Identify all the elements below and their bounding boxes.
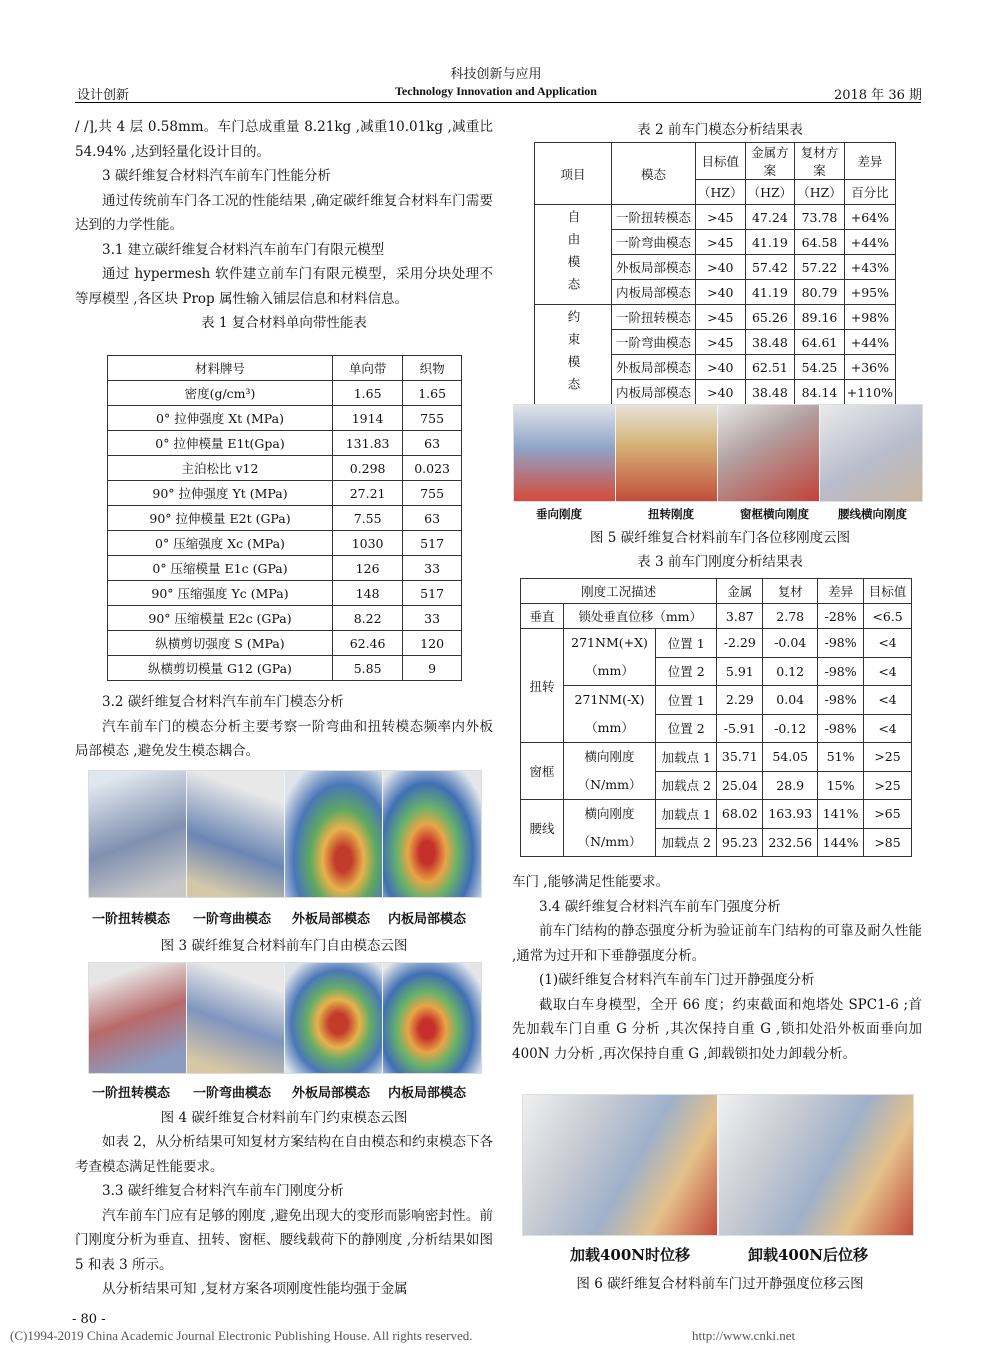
table2-caption: 表 2 前车门模态分析结果表 — [637, 122, 803, 138]
figure-label: 扭转刚度 — [648, 507, 694, 521]
figure-3-caption: 图 3 碳纤维复合材料前车门自由模态云图 — [160, 938, 408, 954]
paragraph: 汽车前车门的模态分析主要考察一阶弯曲和扭转模态频率内外板局部模态 ,避免发生模态耦合。 — [75, 718, 493, 759]
table-cell: -98% — [818, 629, 864, 658]
table-cell: 120 — [403, 631, 462, 656]
table-row — [108, 481, 462, 506]
table-cell: 纵横剪切强度 S (MPa) — [108, 631, 333, 656]
paragraph: 从分析结果可知 ,复材方案各项刚度性能均强于金属 — [102, 1281, 408, 1297]
issue-number: 2018 年 36 期 — [833, 88, 922, 103]
journal-title-en: Technology Innovation and Application — [395, 84, 597, 98]
table-cell: 1.65 — [403, 381, 462, 406]
table-row — [108, 581, 462, 606]
table-cell: 84.14 — [795, 380, 845, 405]
table-cell: 33 — [403, 606, 462, 631]
table-row — [521, 604, 912, 629]
table-cell: 1.65 — [333, 381, 403, 406]
table-header-cell: 金属方案 — [745, 143, 795, 180]
table-cell: 80.79 — [795, 280, 845, 305]
table-cell: 一阶扭转模态 — [612, 305, 696, 330]
table-cell: 7.55 — [333, 506, 403, 531]
table-cell: 517 — [403, 581, 462, 606]
table-cell: 517 — [403, 531, 462, 556]
paragraph: 通过传统前车门各工况的性能结果 ,确定碳纤维复合材料车门需要达到的力学性能。 — [75, 192, 493, 233]
cell-line: （mm） — [585, 663, 634, 678]
left-column — [75, 115, 493, 336]
table-cell: >40 — [696, 280, 746, 305]
table-cell: +44% — [844, 230, 895, 255]
table-row — [108, 656, 462, 681]
table-3 — [520, 578, 912, 857]
table-cell: 密度(g/cm³) — [108, 381, 333, 406]
table-cell: 0.12 — [763, 657, 818, 686]
paragraph: 如表 2，从分析结果可知复材方案结构在自由模态和约束模态下各考查模态满足性能要求。 — [75, 1134, 493, 1175]
table-cell: +44% — [844, 330, 895, 355]
table-cell: 加载点 2 — [656, 771, 717, 800]
cell-line: 横向刚度 — [584, 749, 635, 764]
table-header-cell: 差异 — [844, 143, 895, 180]
table-cell: 5.85 — [333, 656, 403, 681]
table-cell: 扭转 — [521, 629, 564, 743]
table-cell: <4 — [864, 657, 912, 686]
paragraph: 车门 ,能够满足性能要求。 — [512, 874, 670, 890]
table-cell: 8.22 — [333, 606, 403, 631]
table-cell: 141% — [818, 800, 864, 829]
table-cell: 38.48 — [745, 380, 795, 405]
table-cell: 位置 2 — [656, 714, 717, 743]
table-cell: 90° 压缩强度 Yc (MPa) — [108, 581, 333, 606]
table-cell: >65 — [864, 800, 912, 829]
table-cell: 0° 压缩模量 E1c (GPa) — [108, 556, 333, 581]
table-cell: 0.04 — [763, 686, 818, 715]
table-cell: 38.48 — [745, 330, 795, 355]
table-row — [521, 800, 912, 829]
table-row — [108, 556, 462, 581]
table-header-cell: 材料牌号 — [108, 356, 333, 381]
cell-line: 271NM(-X) — [574, 692, 645, 707]
paragraph: 截取白车身模型，全开 66 度；约束截面和炮塔处 SPC1-6 ;首先加载车门自重 G 分析 ,其次保持自重 G ,锁扣处沿外板面垂向加 400N 力分析 ,再次保持自重 G ,卸载锁扣处力卸载分析。 — [512, 996, 922, 1062]
table-row — [535, 305, 896, 330]
table-cell: 54.25 — [795, 355, 845, 380]
figure-5-caption: 图 5 碳纤维复合材料前车门各位移刚度云图 — [589, 530, 851, 546]
figure-label: 内板局部模态 — [388, 1086, 467, 1101]
subsection-heading: 3.2 碳纤维复合材料汽车前车门模态分析 — [102, 694, 344, 710]
table-cell: 755 — [403, 406, 462, 431]
table-cell: 9 — [403, 656, 462, 681]
table-cell: <6.5 — [864, 604, 912, 629]
table-cell: 0.298 — [333, 456, 403, 481]
table-cell: 41.19 — [745, 280, 795, 305]
table-header-row — [535, 143, 896, 180]
subsection-heading: 3.3 碳纤维复合材料汽车前车门刚度分析 — [102, 1183, 344, 1199]
copyright-text: (C)1994-2019 China Academic Journal Electronic Publishing House. All rights reserved. — [10, 1328, 473, 1343]
table-cell: 68.02 — [717, 800, 763, 829]
figure-label: 垂向刚度 — [536, 507, 582, 521]
table-cell: 65.26 — [745, 305, 795, 330]
table-cell: 加载点 1 — [656, 800, 717, 829]
table-header-cell: 织物 — [403, 356, 462, 381]
table-cell: -28% — [818, 604, 864, 629]
figure-4-image — [88, 962, 482, 1074]
table-row — [108, 431, 462, 456]
table-cell: 90° 拉伸模量 E2t (GPa) — [108, 506, 333, 531]
table-cell: <4 — [864, 686, 912, 715]
table-cell: 3.87 — [717, 604, 763, 629]
group-label: 自由模态 — [535, 205, 612, 305]
table-cell: 纵横剪切模量 G12 (GPa) — [108, 656, 333, 681]
table-header-cell: 刚度工况描述 — [521, 579, 717, 604]
table-header-cell: 复材方案 — [795, 143, 845, 180]
table-cell: 35.71 — [717, 743, 763, 772]
table-2 — [534, 142, 896, 405]
figure-label: 内板局部模态 — [388, 912, 467, 927]
table-cell: >45 — [696, 305, 746, 330]
table-cell: 63 — [403, 506, 462, 531]
paragraph: 前车门结构的静态强度分析为验证前车门结构的可靠及耐久性能 ,通常为过开和下垂静强度分析。 — [512, 923, 922, 964]
table-cell: 窗框 — [521, 743, 564, 800]
table-row — [108, 631, 462, 656]
table-cell: 2.78 — [763, 604, 818, 629]
table-cell: 755 — [403, 481, 462, 506]
table-cell: >40 — [696, 255, 746, 280]
table-cell: 27.21 — [333, 481, 403, 506]
table-cell: 一阶扭转模态 — [612, 205, 696, 230]
table-cell: 0° 拉伸强度 Xt (MPa) — [108, 406, 333, 431]
table-header-row — [108, 356, 462, 381]
table-cell: 0° 拉伸模量 E1t(Gpa) — [108, 431, 333, 456]
figure-label: 外板局部模态 — [292, 912, 371, 927]
table-cell: 0° 压缩强度 Xc (MPa) — [108, 531, 333, 556]
table-cell: 1030 — [333, 531, 403, 556]
left-column-lower — [75, 690, 493, 764]
cell-line: （N/mm） — [577, 777, 642, 792]
table-row — [108, 381, 462, 406]
paragraph: (1)碳纤维复合材料汽车前车门过开静强度分析 — [539, 972, 815, 988]
table-cell — [564, 629, 656, 686]
table3-caption: 表 3 前车门刚度分析结果表 — [637, 554, 803, 570]
table-cell: 62.51 — [745, 355, 795, 380]
table-cell: 内板局部模态 — [612, 380, 696, 405]
table-header-cell: 目标值 — [696, 143, 746, 180]
table-row — [108, 456, 462, 481]
table-cell: 28.9 — [763, 771, 818, 800]
page-number: - 80 - — [72, 1312, 106, 1327]
table-cell: 5.91 — [717, 657, 763, 686]
table-row — [108, 406, 462, 431]
cell-line: 横向刚度 — [584, 806, 635, 821]
table-cell: -98% — [818, 686, 864, 715]
table-cell: 垂直 — [521, 604, 564, 629]
cell-line: （mm） — [585, 720, 634, 735]
table-header-cell: 复材 — [763, 579, 818, 604]
table-cell: 131.83 — [333, 431, 403, 456]
table-row — [521, 629, 912, 658]
figure-3-image — [88, 770, 482, 898]
table-header-cell: （HZ） — [795, 180, 845, 205]
table-cell: 90° 压缩模量 E2c (GPa) — [108, 606, 333, 631]
header-section: 设计创新 — [77, 88, 130, 103]
table-cell: +43% — [844, 255, 895, 280]
table-cell: 57.42 — [745, 255, 795, 280]
paragraph: 汽车前车门应有足够的刚度 ,避免出现大的变形而影响密封性。前门刚度分析为垂直、扭转、窗框、腰线载荷下的静刚度 ,分析结果如图 5 和表 3 所示。 — [75, 1207, 493, 1273]
table-cell: >25 — [864, 771, 912, 800]
table-cell: 位置 1 — [656, 629, 717, 658]
group-label: 约束模态 — [535, 305, 612, 405]
table-header-cell: （HZ） — [745, 180, 795, 205]
table-cell: +110% — [844, 380, 895, 405]
table-header-cell: 差异 — [818, 579, 864, 604]
table-cell: 64.61 — [795, 330, 845, 355]
table-cell: 63 — [403, 431, 462, 456]
table-cell: -5.91 — [717, 714, 763, 743]
table-cell: >40 — [696, 380, 746, 405]
table-cell: 加载点 1 — [656, 743, 717, 772]
table-cell: <4 — [864, 714, 912, 743]
figure-label: 一阶弯曲模态 — [193, 1086, 272, 1101]
table-cell: -0.04 — [763, 629, 818, 658]
paragraph: / /],共 4 层 0.58mm。车门总成重量 8.21kg ,减重10.01kg ,减重比 54.94% ,达到轻量化设计目的。 — [75, 119, 493, 160]
table-cell: >85 — [864, 828, 912, 857]
table-cell: 41.19 — [745, 230, 795, 255]
table-cell: >45 — [696, 330, 746, 355]
table-cell: 62.46 — [333, 631, 403, 656]
left-column-bottom — [75, 1130, 493, 1302]
table-cell: 57.22 — [795, 255, 845, 280]
table-header-cell: 百分比 — [844, 180, 895, 205]
table-cell: 33 — [403, 556, 462, 581]
table-cell: 位置 1 — [656, 686, 717, 715]
table-cell: -0.12 — [763, 714, 818, 743]
table-header-cell: 目标值 — [864, 579, 912, 604]
table-cell: +64% — [844, 205, 895, 230]
table-header-cell: （HZ） — [696, 180, 746, 205]
table-cell: 54.05 — [763, 743, 818, 772]
section-heading: 3 碳纤维复合材料汽车前车门性能分析 — [102, 168, 331, 184]
table-cell: 232.56 — [763, 828, 818, 857]
table-cell — [564, 686, 656, 743]
table-cell: >45 — [696, 205, 746, 230]
figure-6-caption: 图 6 碳纤维复合材料前车门过开静强度位移云图 — [576, 1276, 864, 1292]
table-cell: 内板局部模态 — [612, 280, 696, 305]
table-cell: -98% — [818, 714, 864, 743]
table-cell: 126 — [333, 556, 403, 581]
table-cell: 148 — [333, 581, 403, 606]
figure-label: 一阶扭转模态 — [92, 912, 171, 927]
table-cell: 一阶弯曲模态 — [612, 230, 696, 255]
cnki-link[interactable]: http://www.cnki.net — [692, 1328, 796, 1343]
cell-line: （N/mm） — [577, 834, 642, 849]
table-cell: 锁处垂直位移（mm） — [564, 604, 717, 629]
table-cell: 外板局部模态 — [612, 355, 696, 380]
table-row — [108, 506, 462, 531]
table-row — [108, 531, 462, 556]
figure-5-image — [513, 404, 923, 502]
table-cell: 2.29 — [717, 686, 763, 715]
table-cell: 外板局部模态 — [612, 255, 696, 280]
table-cell: 25.04 — [717, 771, 763, 800]
table-cell: 1914 — [333, 406, 403, 431]
subsection-heading: 3.1 建立碳纤维复合材料汽车前车门有限元模型 — [102, 241, 385, 258]
table-cell: -2.29 — [717, 629, 763, 658]
table-cell: 腰线 — [521, 800, 564, 857]
table-cell: >40 — [696, 355, 746, 380]
table-cell: 163.93 — [763, 800, 818, 829]
paragraph: 通过 hypermesh 软件建立前车门有限元模型，采用分块处理不等厚模型 ,各区块 Prop 属性输入铺层信息和材料信息。 — [75, 266, 493, 307]
table-row — [108, 606, 462, 631]
table-header-cell: 金属 — [717, 579, 763, 604]
table-cell: 47.24 — [745, 205, 795, 230]
table-cell: -98% — [818, 657, 864, 686]
figure-6-image — [522, 1094, 914, 1236]
figure-label: 一阶弯曲模态 — [193, 912, 272, 927]
table-cell: 64.58 — [795, 230, 845, 255]
cell-line: 271NM(+X) — [571, 635, 648, 650]
table-cell: 15% — [818, 771, 864, 800]
table-cell: +36% — [844, 355, 895, 380]
table-cell: 89.16 — [795, 305, 845, 330]
table-cell — [564, 800, 656, 857]
journal-title-cn: 科技创新与应用 — [450, 67, 542, 82]
table-1 — [107, 355, 462, 681]
table-header-cell: 模态 — [612, 143, 696, 205]
table-header-row — [521, 579, 912, 604]
figure-label: 卸载400N后位移 — [748, 1246, 869, 1264]
table-cell: 0.023 — [403, 456, 462, 481]
table1-caption: 表 1 复合材料单向带性能表 — [201, 315, 367, 331]
figure-label: 腰线横向刚度 — [838, 507, 907, 521]
right-column-lower — [512, 870, 922, 1066]
table-cell: 51% — [818, 743, 864, 772]
table-cell — [564, 743, 656, 800]
table-cell: 一阶弯曲模态 — [612, 330, 696, 355]
figure-4-caption: 图 4 碳纤维复合材料前车门约束模态云图 — [160, 1110, 408, 1126]
figure-label: 外板局部模态 — [292, 1086, 371, 1101]
table-cell: 144% — [818, 828, 864, 857]
table-row — [521, 686, 912, 715]
table-row — [521, 743, 912, 772]
table-cell: 位置 2 — [656, 657, 717, 686]
figure-label: 一阶扭转模态 — [92, 1086, 171, 1101]
table-row — [535, 205, 896, 230]
table-cell: 73.78 — [795, 205, 845, 230]
table-cell: 加载点 2 — [656, 828, 717, 857]
table-cell: 90° 拉伸强度 Yt (MPa) — [108, 481, 333, 506]
table-cell: +95% — [844, 280, 895, 305]
table-cell: 主泊松比 v12 — [108, 456, 333, 481]
table-cell: 95.23 — [717, 828, 763, 857]
figure-label: 窗框横向刚度 — [740, 507, 809, 521]
table-header-cell: 项目 — [535, 143, 612, 205]
table-cell: +98% — [844, 305, 895, 330]
table-cell: <4 — [864, 629, 912, 658]
figure-label: 加载400N时位移 — [570, 1246, 691, 1264]
table-cell: >45 — [696, 230, 746, 255]
subsection-heading: 3.4 碳纤维复合材料汽车前车门强度分析 — [539, 898, 781, 915]
table-header-cell: 单向带 — [333, 356, 403, 381]
header-rule — [75, 102, 921, 103]
table-cell: >25 — [864, 743, 912, 772]
